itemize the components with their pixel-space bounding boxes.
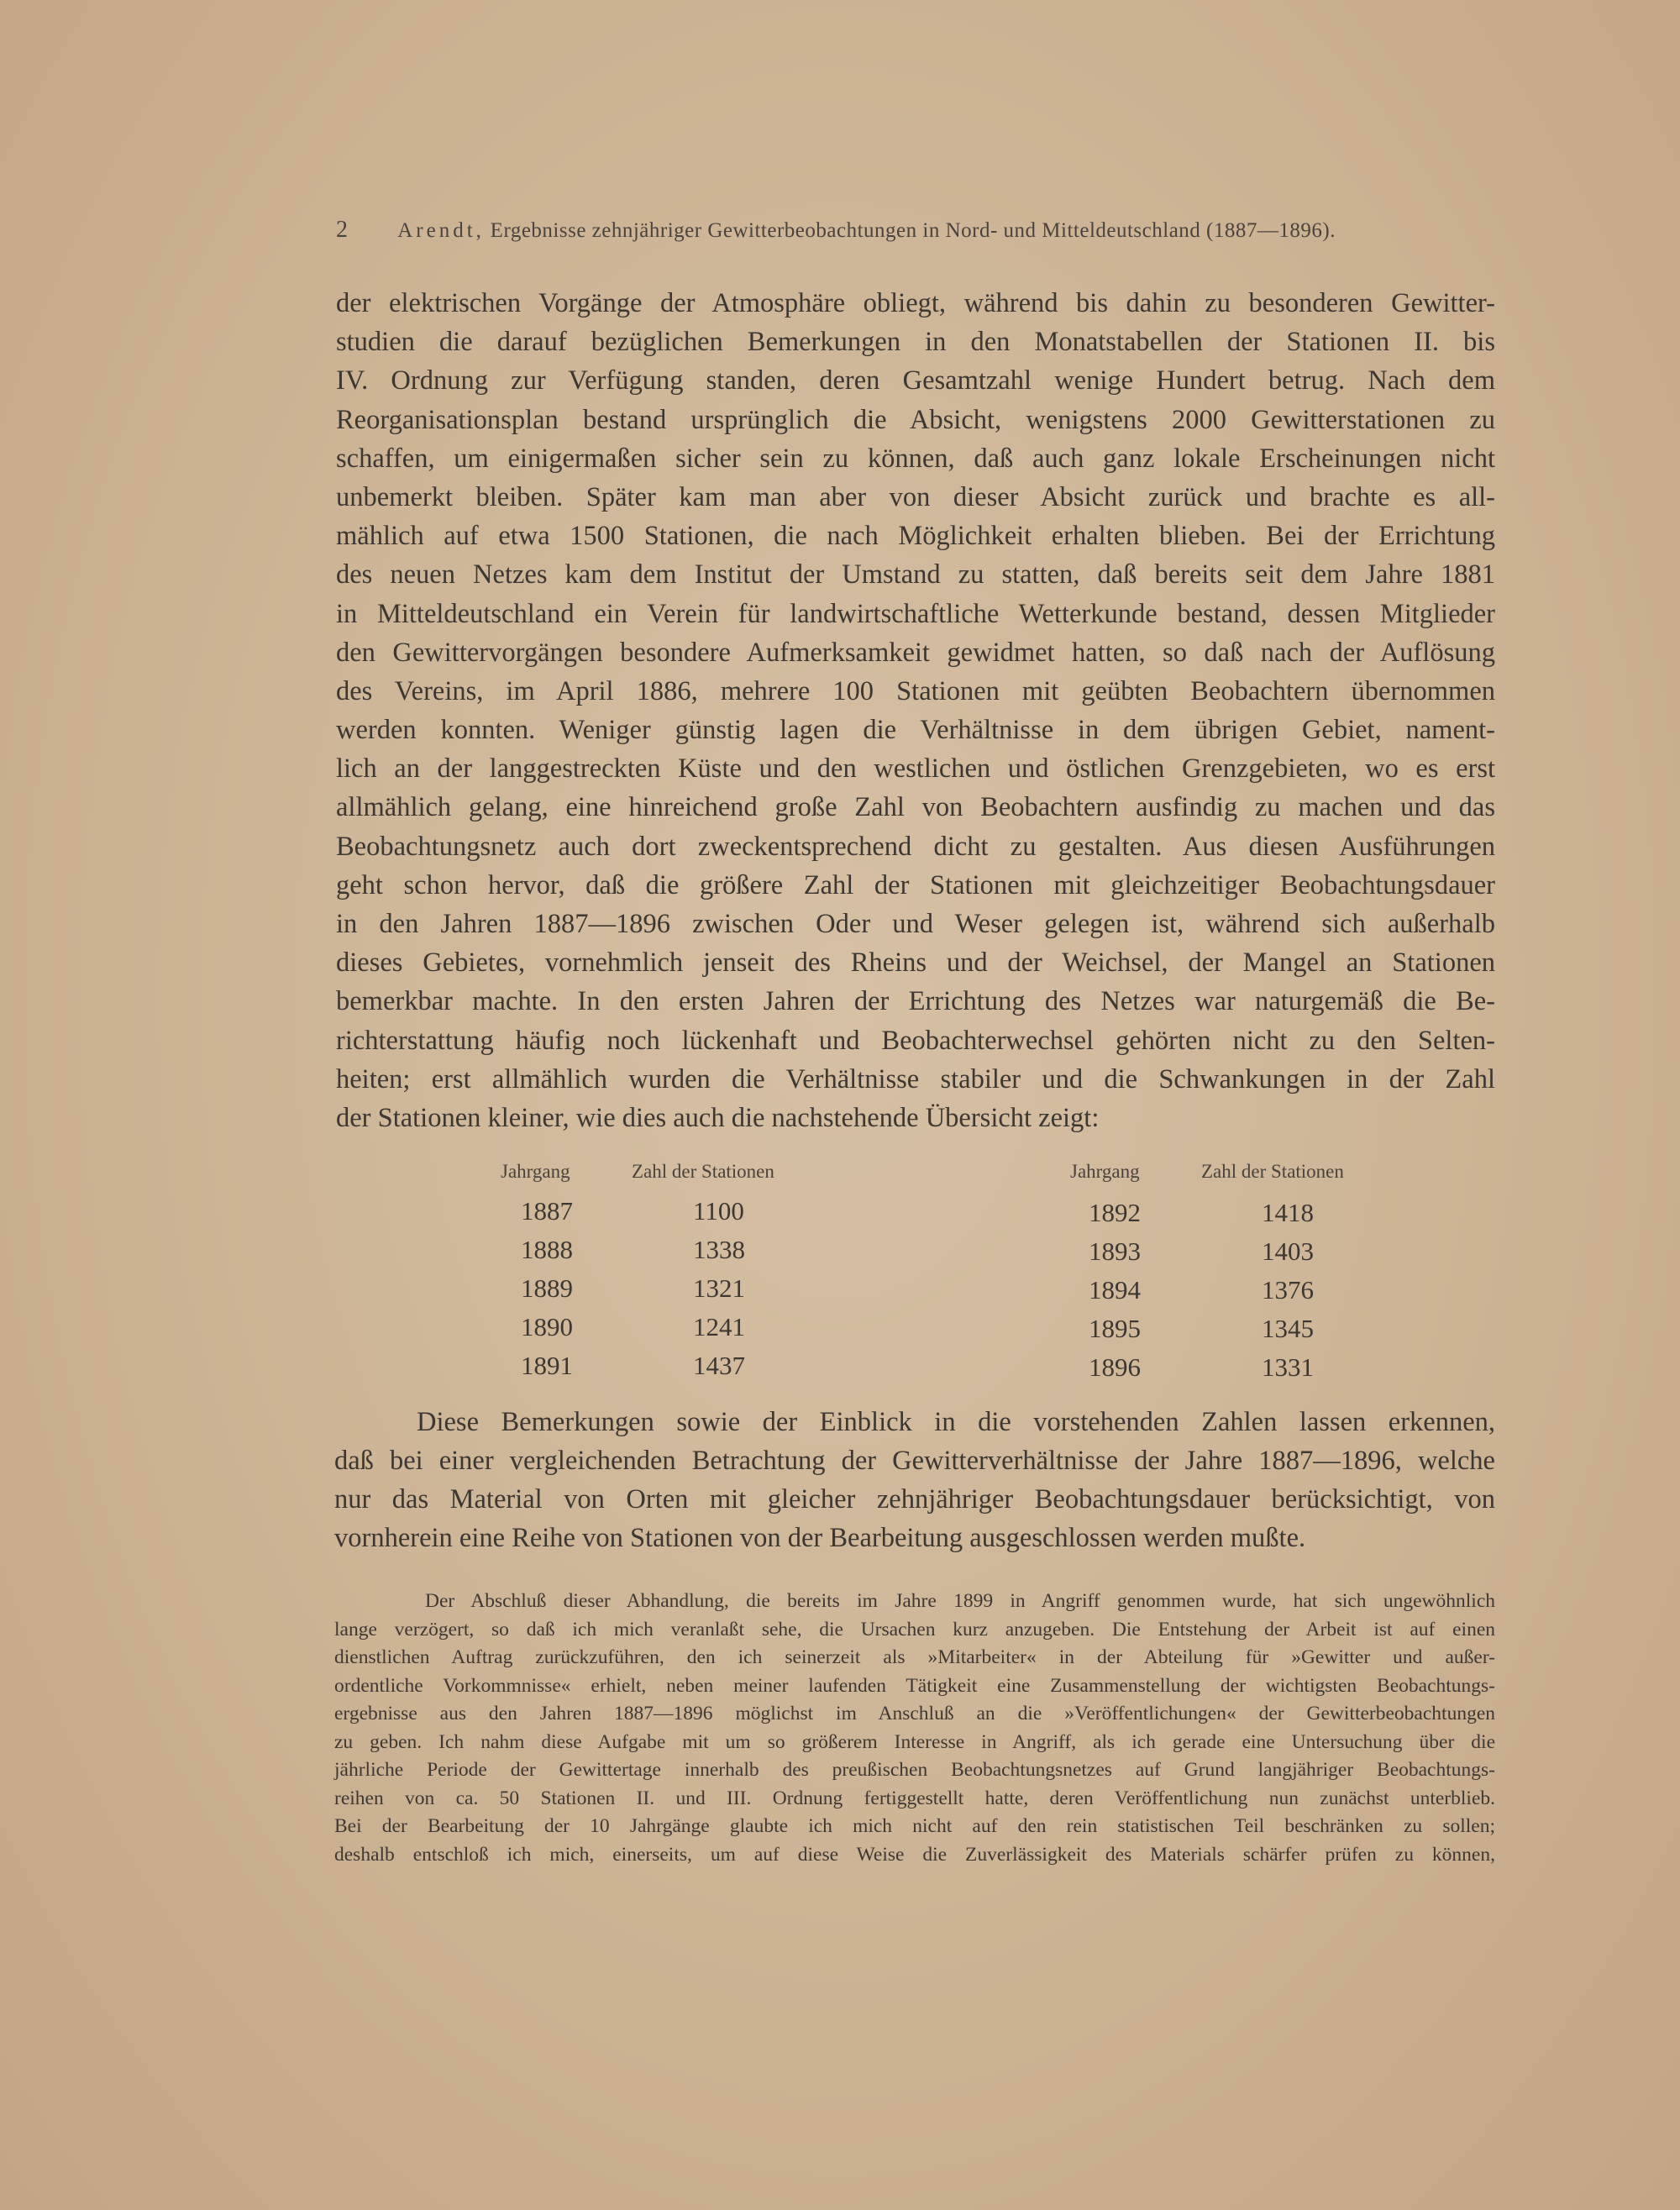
table-cell-count: 1331 xyxy=(1262,1352,1314,1382)
footnote-line: zu geben. Ich nahm diese Aufgabe mit um so größerem Interesse in Angriff, als ich gerade eine Untersuchung über die xyxy=(334,1730,1495,1753)
text-line: in Mitteldeutschland ein Verein für landwirtschaftliche Wetterkunde bestand, dessen Mitglieder xyxy=(336,598,1495,629)
paragraph-2 xyxy=(334,1403,1495,1557)
footnote-line: reihen von ca. 50 Stationen II. und III. Ordnung fertiggestellt hatte, deren Veröffentlichung nun zunächst unterblieb. xyxy=(334,1787,1495,1809)
text-line: Reorganisationsplan bestand ursprünglich die Absicht, wenigstens 2000 Gewitterstationen zu xyxy=(336,404,1495,435)
table-cell-year: 1888 xyxy=(521,1235,573,1264)
column-header-year: Jahrgang xyxy=(1070,1161,1140,1182)
paragraph-1 xyxy=(336,284,1495,1137)
text-line: der elektrischen Vorgänge der Atmosphäre obliegt, während bis dahin zu besonderen Gewitter- xyxy=(336,288,1495,318)
table-cell-count: 1345 xyxy=(1262,1314,1314,1343)
table-cell-count: 1100 xyxy=(693,1196,744,1226)
table-cell-year: 1892 xyxy=(1089,1198,1141,1227)
table-cell-count: 1321 xyxy=(693,1273,745,1303)
page-number: 2 xyxy=(336,217,349,243)
text-line: geht schon hervor, daß die größere Zahl der Stationen mit gleichzeitiger Beobachtungsdauer xyxy=(336,869,1495,900)
table-cell-year: 1893 xyxy=(1089,1236,1141,1266)
table-cell-year: 1889 xyxy=(521,1273,573,1303)
footnote-line: jährliche Periode der Gewittertage innerhalb des preußischen Beobachtungsnetzes auf Grund langjähriger Beobachtungs- xyxy=(334,1759,1495,1781)
table-cell-year: 1895 xyxy=(1089,1314,1141,1343)
column-header-count: Zahl der Stationen xyxy=(632,1161,774,1182)
table-cell-count: 1376 xyxy=(1262,1275,1314,1304)
footnote-line: Bei der Bearbeitung der 10 Jahrgänge glaubte ich mich nicht auf den rein statistischen Teil beschränken zu sollen; xyxy=(334,1815,1495,1837)
header-title: Ergebnisse zehnjähriger Gewitterbeobachtungen in Nord- und Mitteldeutschland (1887—1896). xyxy=(490,219,1336,242)
footnote-line: ergebnisse aus den Jahren 1887—1896 möglichst im Anschluß an die »Veröffentlichungen« der Gewitterbeobachtungen xyxy=(334,1703,1495,1724)
text-line: werden konnten. Weniger günstig lagen die Verhältnisse in dem übrigen Gebiet, nament- xyxy=(336,715,1495,746)
column-header-count: Zahl der Stationen xyxy=(1201,1161,1344,1182)
footnote-line: ordentliche Vorkommnisse« erhielt, neben meiner laufenden Tätigkeit eine Zusammenstellung der wichtigsten Beobachtungs- xyxy=(334,1674,1495,1697)
table-cell-year: 1894 xyxy=(1089,1275,1141,1304)
text-line: nur das Material von Orten mit gleicher zehnjähriger Beobachtungsdauer berücksichtigt, von xyxy=(334,1484,1495,1514)
table-cell-count: 1418 xyxy=(1262,1198,1314,1227)
running-header xyxy=(336,217,1407,244)
column-header-year: Jahrgang xyxy=(501,1161,570,1182)
footnote xyxy=(334,1588,1495,1869)
footnote-line: Der Abschluß dieser Abhandlung, die bereits im Jahre 1899 in Angriff genommen wurde, hat sich ungewöhnlich xyxy=(425,1590,1495,1612)
text-line: der Stationen kleiner, wie dies auch die nachstehende Übersicht zeigt: xyxy=(336,1102,1100,1133)
text-line: Diese Bemerkungen sowie der Einblick in die vorstehenden Zahlen lassen erkennen, xyxy=(417,1407,1495,1437)
text-line: studien die darauf bezüglichen Bemerkungen in den Monatstabellen der Stationen II. bis xyxy=(336,327,1495,358)
header-author: Arendt, xyxy=(397,219,485,242)
table-cell-year: 1887 xyxy=(521,1196,573,1226)
text-line: den Gewittervorgängen besondere Aufmerksamkeit gewidmet hatten, so daß nach der Auflösung xyxy=(336,637,1495,668)
text-line: heiten; erst allmählich wurden die Verhältnisse stabiler und die Schwankungen in der Zahl xyxy=(336,1063,1495,1095)
table-cell-count: 1403 xyxy=(1262,1236,1314,1266)
text-line: unbemerkt bleiben. Später kam man aber von dieser Absicht zurück und brachte es all- xyxy=(336,481,1495,512)
text-line: schaffen, um einigermaßen sicher sein zu können, daß auch ganz lokale Erscheinungen nicht xyxy=(336,443,1495,474)
text-line: lich an der langgestreckten Küste und den westlichen und östlichen Grenzgebieten, wo es erst xyxy=(336,753,1495,785)
text-line: Beobachtungsnetz auch dort zweckentsprechend dicht zu gestalten. Aus diesen Ausführungen xyxy=(336,831,1495,862)
text-line: des Vereins, im April 1886, mehrere 100 Stationen mit geübten Beobachtern übernommen xyxy=(336,675,1495,706)
table-cell-year: 1890 xyxy=(521,1312,573,1341)
station-count-table xyxy=(470,1151,1428,1394)
text-line: allmählich gelang, eine hinreichend große Zahl von Beobachtern ausfindig zu machen und das xyxy=(336,792,1495,823)
text-line: daß bei einer vergleichenden Betrachtung der Gewitterverhältnisse der Jahre 1887—1896, welche xyxy=(334,1446,1495,1476)
table-cell-count: 1241 xyxy=(693,1312,745,1341)
text-line: in den Jahren 1887—1896 zwischen Oder und Weser gelegen ist, während sich außerhalb xyxy=(336,909,1495,939)
text-line: des neuen Netzes kam dem Institut der Umstand zu statten, daß bereits seit dem Jahre 1881 xyxy=(336,559,1495,591)
text-line: dieses Gebietes, vornehmlich jenseit des Rheins und der Weichsel, der Mangel an Stationen xyxy=(336,948,1495,979)
table-cell-year: 1896 xyxy=(1089,1352,1141,1382)
footnote-line: dienstlichen Auftrag zurückzuführen, den ich seinerzeit als »Mitarbeiter« in der Abteilung für »Gewitter und außer- xyxy=(334,1646,1495,1668)
text-line: bemerkbar machte. In den ersten Jahren der Errichtung des Netzes war naturgemäß die Be- xyxy=(336,986,1495,1017)
text-line: mählich auf etwa 1500 Stationen, die nach Möglichkeit erhalten blieben. Bei der Errichtung xyxy=(336,521,1495,552)
text-line: IV. Ordnung zur Verfügung standen, deren Gesamtzahl wenige Hundert betrug. Nach dem xyxy=(336,365,1495,396)
footnote-line: lange verzögert, so daß ich mich veranlaßt sehe, die Ursachen kurz anzugeben. Die Entstehung der Arbeit ist auf einen xyxy=(334,1618,1495,1640)
text-line: vornherein eine Reihe von Stationen von der Bearbeitung ausgeschlossen werden mußte. xyxy=(334,1523,1306,1553)
table-cell-count: 1437 xyxy=(693,1351,745,1380)
text-line: richterstattung häufig noch lückenhaft und Beobachterwechsel gehörten nicht zu den Selten- xyxy=(336,1025,1495,1056)
table-cell-year: 1891 xyxy=(521,1351,573,1380)
footnote-line: deshalb entschloß ich mich, einerseits, um auf diese Weise die Zuverlässigkeit des Materials schärfer prüfen zu können, xyxy=(334,1843,1495,1866)
table-cell-count: 1338 xyxy=(693,1235,745,1264)
